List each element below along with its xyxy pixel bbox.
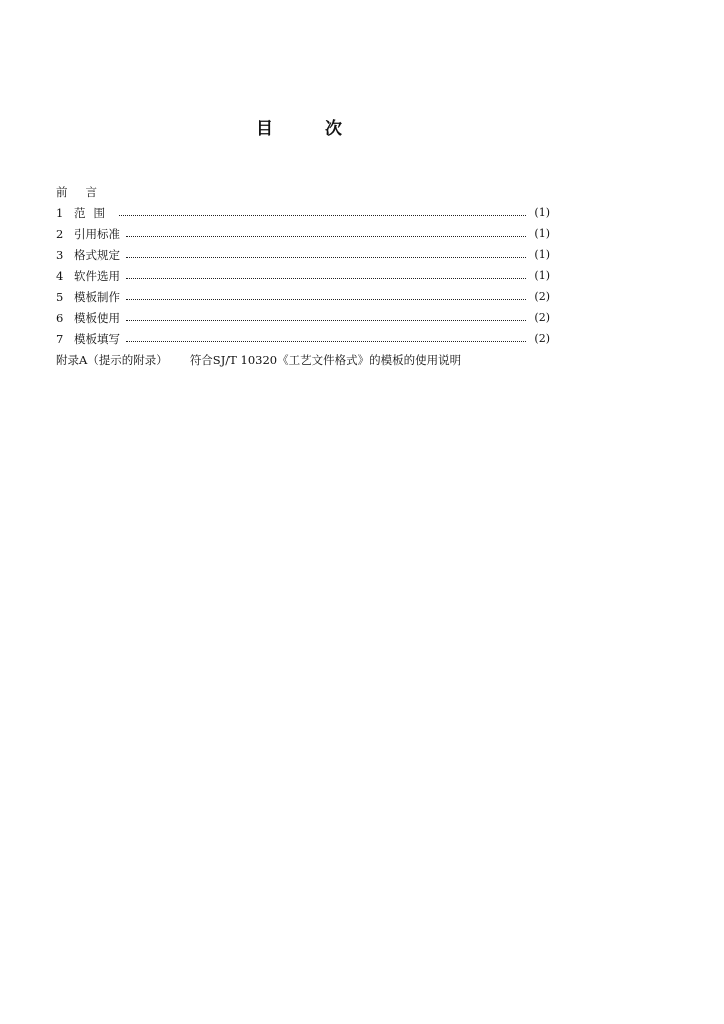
toc-dot-leader: [119, 214, 526, 216]
toc-entry-page: (1): [534, 206, 550, 219]
toc-dot-leader: [126, 277, 526, 279]
toc-entry-page: (2): [534, 311, 550, 324]
appendix-prefix: 附录A（提示的附录）: [56, 352, 168, 367]
toc-appendix-a[interactable]: [56, 349, 550, 370]
toc-entry-number: 2: [56, 226, 64, 241]
toc-dot-leader: [126, 256, 526, 258]
toc-title-char-2: 次: [325, 119, 342, 139]
toc-dot-leader: [126, 298, 526, 300]
toc-entry-6[interactable]: [56, 307, 550, 328]
toc-entry-number: 6: [56, 310, 64, 325]
toc-entry-page: (1): [534, 248, 550, 261]
appendix-title: 符合SJ/T 10320《工艺文件格式》的模板的使用说明: [189, 352, 462, 367]
toc-entry-5[interactable]: [56, 286, 550, 307]
toc-title-char-1: 目: [256, 119, 273, 139]
toc-foreword[interactable]: [56, 181, 550, 202]
toc-dot-leader: [126, 319, 526, 321]
toc-entry-page: (1): [534, 269, 550, 282]
toc-entry-number: 7: [56, 331, 64, 346]
toc-entry-page: (2): [534, 332, 550, 345]
toc-entry-label: 范围: [74, 205, 113, 220]
toc-entry-number: 5: [56, 289, 64, 304]
toc-entry-4[interactable]: [56, 265, 550, 286]
toc-dot-leader: [126, 340, 526, 342]
toc-entry-1[interactable]: [56, 202, 550, 223]
toc-entry-label: 模板使用: [74, 310, 120, 325]
toc-entry-number: 3: [56, 247, 64, 262]
toc-entry-number: 1: [56, 205, 64, 220]
toc-entry-page: (2): [534, 290, 550, 303]
toc-entry-7[interactable]: [56, 328, 550, 349]
toc-entry-label: 软件选用: [74, 268, 120, 283]
table-of-contents: [56, 181, 550, 370]
toc-entry-label: 模板制作: [74, 289, 120, 304]
toc-dot-leader: [126, 235, 526, 237]
toc-entry-label: 引用标准: [74, 226, 120, 241]
toc-title: [256, 114, 342, 139]
toc-entry-3[interactable]: [56, 244, 550, 265]
toc-entry-label: 格式规定: [74, 247, 120, 262]
toc-entry-page: (1): [534, 227, 550, 240]
toc-entry-2[interactable]: [56, 223, 550, 244]
toc-entry-label: 模板填写: [74, 331, 120, 346]
toc-entry-number: 4: [56, 268, 64, 283]
toc-foreword-label: 前言: [56, 184, 115, 199]
